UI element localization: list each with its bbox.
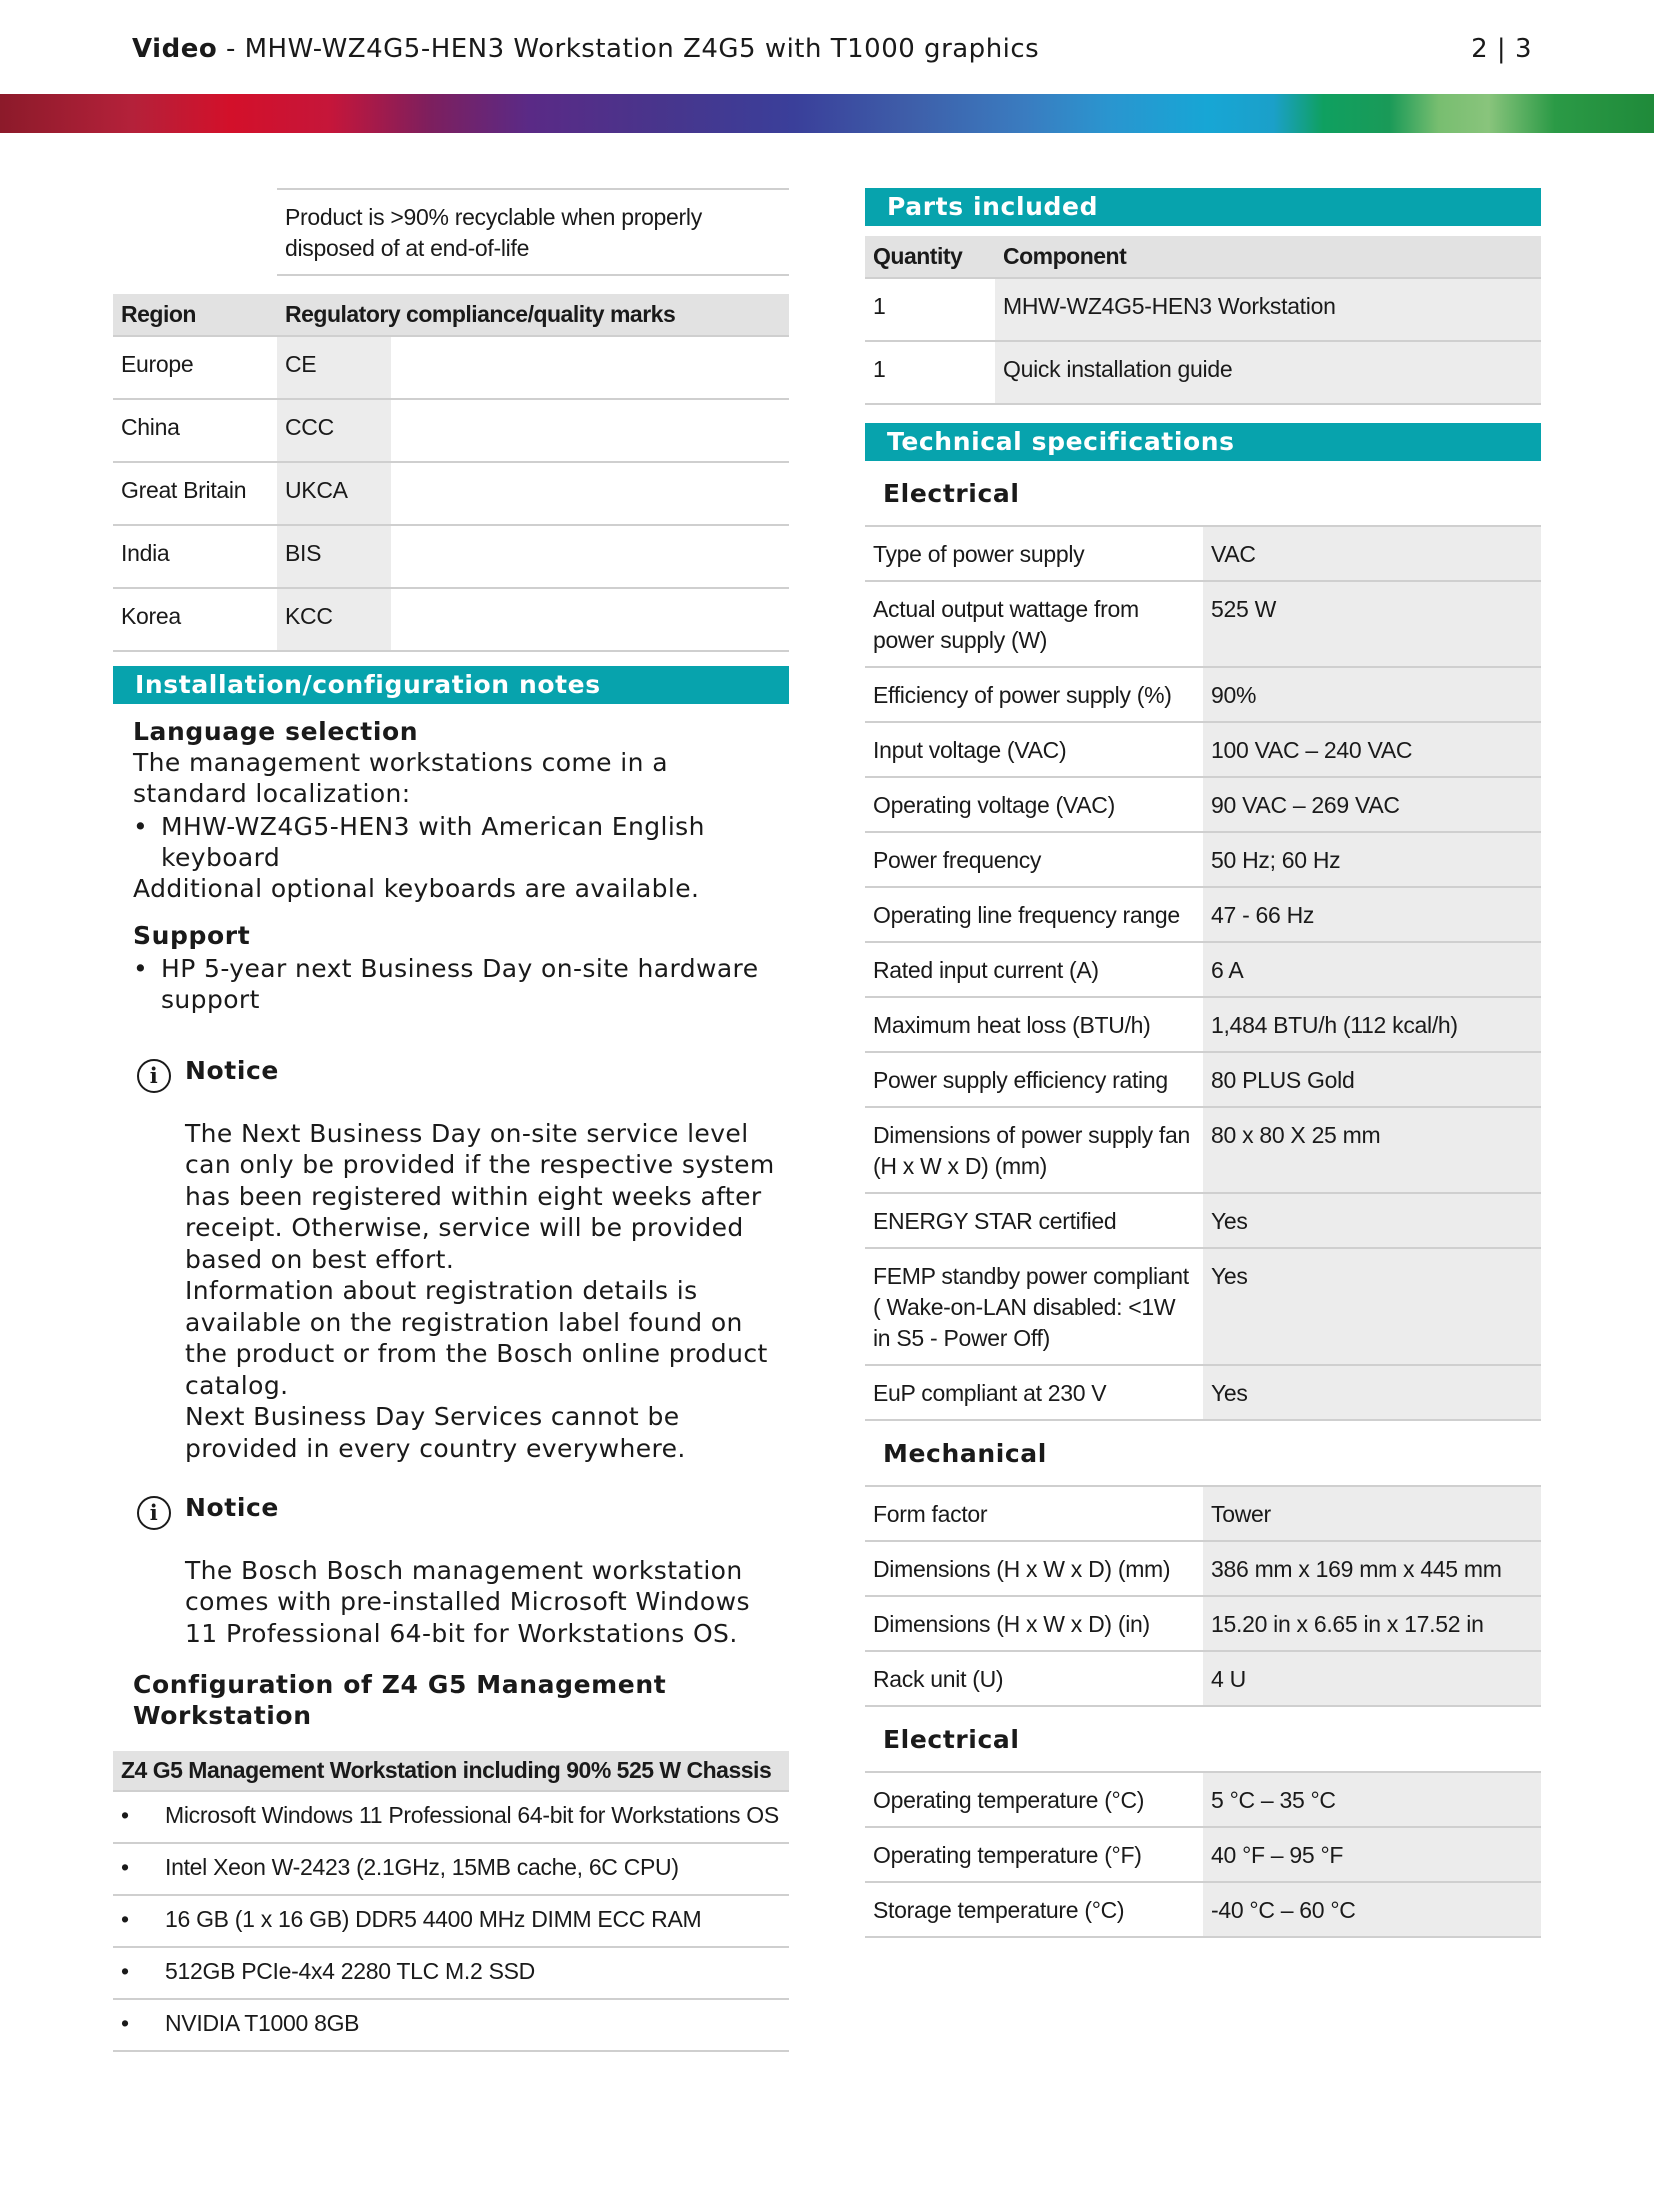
table-row: [113, 462, 789, 525]
spec-label: ENERGY STAR certified: [865, 1193, 1203, 1248]
mechanical-title: Mechanical: [865, 1421, 1541, 1487]
spec-row: [865, 581, 1541, 667]
config-table: [113, 1751, 789, 2052]
regulatory-header-row: [113, 294, 789, 336]
spec-label: Operating voltage (VAC): [865, 777, 1203, 832]
doc-category: Video: [132, 34, 218, 64]
config-header: Z4 G5 Management Workstation including 90% 525 W Chassis: [113, 1751, 789, 1791]
quantity-cell: 1: [865, 341, 995, 404]
spec-row: [865, 1882, 1541, 1937]
tech-specs-title: Technical specifications: [865, 423, 1541, 461]
spec-label: Rated input current (A): [865, 942, 1203, 997]
spec-value: VAC: [1203, 527, 1541, 581]
spec-row: [865, 1827, 1541, 1882]
table-row: [113, 399, 789, 462]
spec-row: [865, 777, 1541, 832]
region-cell: Korea: [113, 588, 277, 651]
notice-paragraph: Information about registration details is available on the registration label found on the product or from the Bosch online product catalog.: [185, 1276, 768, 1400]
mark-cell: KCC: [277, 588, 391, 651]
spec-label: Actual output wattage from power supply (W): [865, 581, 1203, 667]
spec-row: [865, 1651, 1541, 1706]
table-row: [113, 588, 789, 651]
bullet-cell: •: [113, 1843, 157, 1895]
spec-value: 386 mm x 169 mm x 445 mm: [1203, 1541, 1541, 1596]
spec-value: 525 W: [1203, 581, 1541, 667]
table-row: [865, 341, 1541, 404]
right-column: [865, 188, 1541, 1938]
electrical-table: [865, 527, 1541, 1421]
mark-cell: CCC: [277, 399, 391, 462]
spec-row: [865, 942, 1541, 997]
bullet-cell: •: [113, 1999, 157, 2051]
mark-cell: CE: [277, 336, 391, 399]
table-row: [113, 336, 789, 399]
language-text: The management workstations come in a standard localization:: [133, 748, 668, 808]
spec-value: Tower: [1203, 1487, 1541, 1541]
spec-label: Operating temperature (°C): [865, 1773, 1203, 1827]
spec-row: [865, 1487, 1541, 1541]
notice-registration: [113, 1055, 789, 1464]
spec-label: Storage temperature (°C): [865, 1882, 1203, 1937]
spec-label: Input voltage (VAC): [865, 722, 1203, 777]
spec-value: 6 A: [1203, 942, 1541, 997]
language-bullet: • MHW-WZ4G5-HEN3 with American English keyboard: [133, 811, 785, 873]
config-item: 16 GB (1 x 16 GB) DDR5 4400 MHz DIMM ECC RAM: [157, 1895, 789, 1947]
install-notes: [113, 716, 789, 1015]
table-row: [113, 1947, 789, 1999]
spec-label: Efficiency of power supply (%): [865, 667, 1203, 722]
brand-color-band: [0, 94, 1654, 133]
spec-value: 90 VAC – 269 VAC: [1203, 777, 1541, 832]
spec-label: EuP compliant at 230 V: [865, 1365, 1203, 1420]
region-cell: Great Britain: [113, 462, 277, 525]
empty-cell: [391, 399, 789, 462]
region-cell: China: [113, 399, 277, 462]
left-column: [113, 188, 789, 2052]
empty-cell: [391, 462, 789, 525]
notice-paragraph: Next Business Day Services cannot be provided in every country everywhere.: [185, 1402, 686, 1463]
config-item: Microsoft Windows 11 Professional 64-bit for Workstations OS: [157, 1791, 789, 1843]
doc-title: - MHW-WZ4G5-HEN3 Workstation Z4G5 with T1000 graphics: [217, 34, 1040, 64]
quantity-header: Quantity: [865, 236, 995, 278]
parts-included-title: Parts included: [865, 188, 1541, 226]
spec-row: [865, 1773, 1541, 1827]
notice-windows: [113, 1492, 789, 1649]
spec-row: [865, 832, 1541, 887]
info-icon: i: [137, 1496, 171, 1530]
spec-row: [865, 667, 1541, 722]
support-bullet: • HP 5-year next Business Day on-site hardware support: [133, 953, 785, 1015]
page-number: 2 | 3: [1471, 34, 1532, 64]
environmental-table: [865, 1773, 1541, 1938]
mechanical-table: [865, 1487, 1541, 1707]
quantity-cell: 1: [865, 278, 995, 341]
spec-value: 90%: [1203, 667, 1541, 722]
support-title: Support: [133, 921, 251, 950]
marks-header: Regulatory compliance/quality marks: [277, 294, 789, 336]
spec-label: Rack unit (U): [865, 1651, 1203, 1706]
spec-value: Yes: [1203, 1248, 1541, 1365]
spec-label: Operating line frequency range: [865, 887, 1203, 942]
spec-label: Operating temperature (°F): [865, 1827, 1203, 1882]
recyclable-note: Product is >90% recyclable when properly disposed of at end-of-life: [277, 188, 789, 276]
language-title: Language selection: [133, 717, 419, 746]
config-item: 512GB PCIe-4x4 2280 TLC M.2 SSD: [157, 1947, 789, 1999]
component-cell: Quick installation guide: [995, 341, 1541, 404]
table-row: [113, 1895, 789, 1947]
spec-value: 47 - 66 Hz: [1203, 887, 1541, 942]
spec-value: 4 U: [1203, 1651, 1541, 1706]
empty-cell: [391, 525, 789, 588]
spec-label: Power frequency: [865, 832, 1203, 887]
component-header: Component: [995, 236, 1541, 278]
mark-cell: BIS: [277, 525, 391, 588]
spec-value: 80 PLUS Gold: [1203, 1052, 1541, 1107]
bullet-cell: •: [113, 1947, 157, 1999]
table-row: [113, 1843, 789, 1895]
language-extra: Additional optional keyboards are available.: [133, 874, 700, 903]
spec-label: Power supply efficiency rating: [865, 1052, 1203, 1107]
spec-value: -40 °C – 60 °C: [1203, 1882, 1541, 1937]
spec-row: [865, 1193, 1541, 1248]
spec-label: Dimensions (H x W x D) (in): [865, 1596, 1203, 1651]
spec-row: [865, 527, 1541, 581]
bullet-cell: •: [113, 1895, 157, 1947]
table-row: [113, 1791, 789, 1843]
spec-row: [865, 997, 1541, 1052]
mark-cell: UKCA: [277, 462, 391, 525]
config-section: [113, 1669, 789, 1731]
empty-cell: [391, 336, 789, 399]
info-icon: i: [137, 1059, 171, 1093]
notice-paragraph: The Bosch Bosch management workstation comes with pre-installed Microsoft Windows 11 Professional 64-bit for Workstations OS.: [185, 1555, 750, 1648]
config-item: Intel Xeon W-2423 (2.1GHz, 15MB cache, 6C CPU): [157, 1843, 789, 1895]
spec-value: 50 Hz; 60 Hz: [1203, 832, 1541, 887]
config-header-row: [113, 1751, 789, 1791]
spec-row: [865, 1596, 1541, 1651]
bullet-cell: •: [113, 1791, 157, 1843]
spec-value: 40 °F – 95 °F: [1203, 1827, 1541, 1882]
parts-table: [865, 236, 1541, 405]
region-cell: India: [113, 525, 277, 588]
notice-paragraph: The Next Business Day on-site service level can only be provided if the respective system has been registered within eight weeks after receipt. Otherwise, service will be provided based on best effort.: [185, 1118, 775, 1274]
spec-value: 100 VAC – 240 VAC: [1203, 722, 1541, 777]
config-item: NVIDIA T1000 8GB: [157, 1999, 789, 2051]
spec-row: [865, 1365, 1541, 1420]
notice-title: Notice: [185, 1056, 279, 1085]
parts-header-row: [865, 236, 1541, 278]
spec-row: [865, 1107, 1541, 1193]
spec-label: Dimensions of power supply fan (H x W x D) (mm): [865, 1107, 1203, 1193]
component-cell: MHW-WZ4G5-HEN3 Workstation: [995, 278, 1541, 341]
spec-label: Maximum heat loss (BTU/h): [865, 997, 1203, 1052]
spec-value: 80 x 80 X 25 mm: [1203, 1107, 1541, 1193]
electrical-title: Electrical: [865, 461, 1541, 527]
table-row: [113, 525, 789, 588]
spec-label: Dimensions (H x W x D) (mm): [865, 1541, 1203, 1596]
electrical-env-title: Electrical: [865, 1707, 1541, 1773]
spec-row: [865, 1541, 1541, 1596]
table-row: [865, 278, 1541, 341]
spec-row: [865, 722, 1541, 777]
spec-row: [865, 1052, 1541, 1107]
spec-row: [865, 887, 1541, 942]
table-row: [113, 1999, 789, 2051]
spec-value: Yes: [1203, 1193, 1541, 1248]
install-notes-title: Installation/configuration notes: [113, 666, 789, 704]
spec-value: 15.20 in x 6.65 in x 17.52 in: [1203, 1596, 1541, 1651]
regulatory-table: [113, 294, 789, 652]
spec-label: Type of power supply: [865, 527, 1203, 581]
spec-value: 5 °C – 35 °C: [1203, 1773, 1541, 1827]
spec-value: Yes: [1203, 1365, 1541, 1420]
region-cell: Europe: [113, 336, 277, 399]
region-header: Region: [113, 294, 277, 336]
notice-title: Notice: [185, 1493, 279, 1522]
page-header: [132, 34, 1532, 74]
config-title: Configuration of Z4 G5 Management Workstation: [133, 1670, 667, 1730]
empty-cell: [391, 588, 789, 651]
spec-label: FEMP standby power compliant ( Wake-on-LAN disabled: <1W in S5 - Power Off): [865, 1248, 1203, 1365]
spec-row: [865, 1248, 1541, 1365]
spec-label: Form factor: [865, 1487, 1203, 1541]
spec-value: 1,484 BTU/h (112 kcal/h): [1203, 997, 1541, 1052]
